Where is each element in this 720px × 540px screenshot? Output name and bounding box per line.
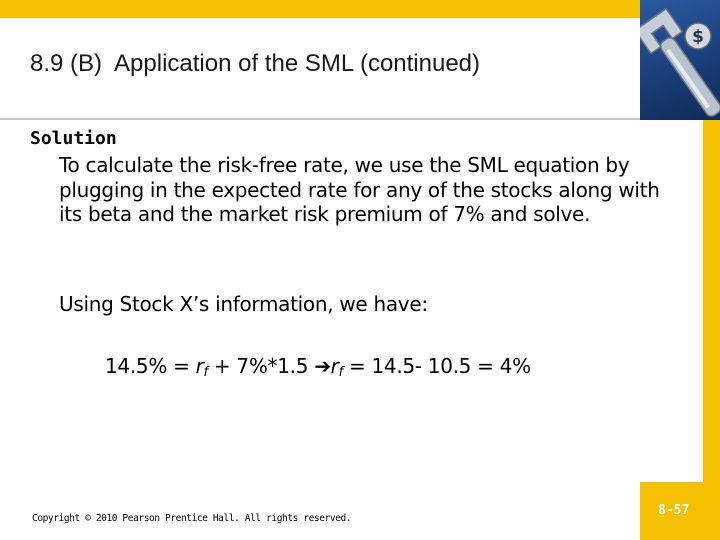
equation-sub-2: f — [338, 365, 343, 380]
wrench-dollar-icon — [640, 0, 720, 120]
equation-sub-1: f — [203, 365, 208, 380]
equation-part-1: 14.5% = — [105, 354, 196, 378]
page-number: 8-57 — [658, 503, 690, 518]
right-accent-bar — [703, 120, 720, 540]
slide-title: 8.9 (B) Application of the SML (continued) — [30, 50, 481, 77]
top-accent-bar — [0, 0, 640, 18]
body-paragraph-2: Using Stock X’s information, we have: — [59, 292, 428, 316]
equation-r-1: r — [195, 354, 204, 378]
svg-text:$: $ — [692, 27, 704, 47]
sml-equation — [105, 354, 531, 380]
section-heading: Solution — [30, 128, 117, 149]
equation-part-3: = 14.5- 10.5 = 4% — [342, 354, 531, 378]
equation-r-2: r — [330, 354, 339, 378]
copyright-notice: Copyright © 2010 Pearson Prentice Hall. All rights reserved. — [32, 513, 352, 524]
equation-part-2: + 7%*1.5 — [207, 354, 315, 378]
title-divider — [0, 118, 640, 120]
body-paragraph: To calculate the risk-free rate, we use the SML equation by plugging in the expected rate for any of the stocks along with its beta and the market risk premium of 7% and solve. — [59, 153, 660, 226]
arrow-right-icon: ➔ — [314, 354, 331, 378]
